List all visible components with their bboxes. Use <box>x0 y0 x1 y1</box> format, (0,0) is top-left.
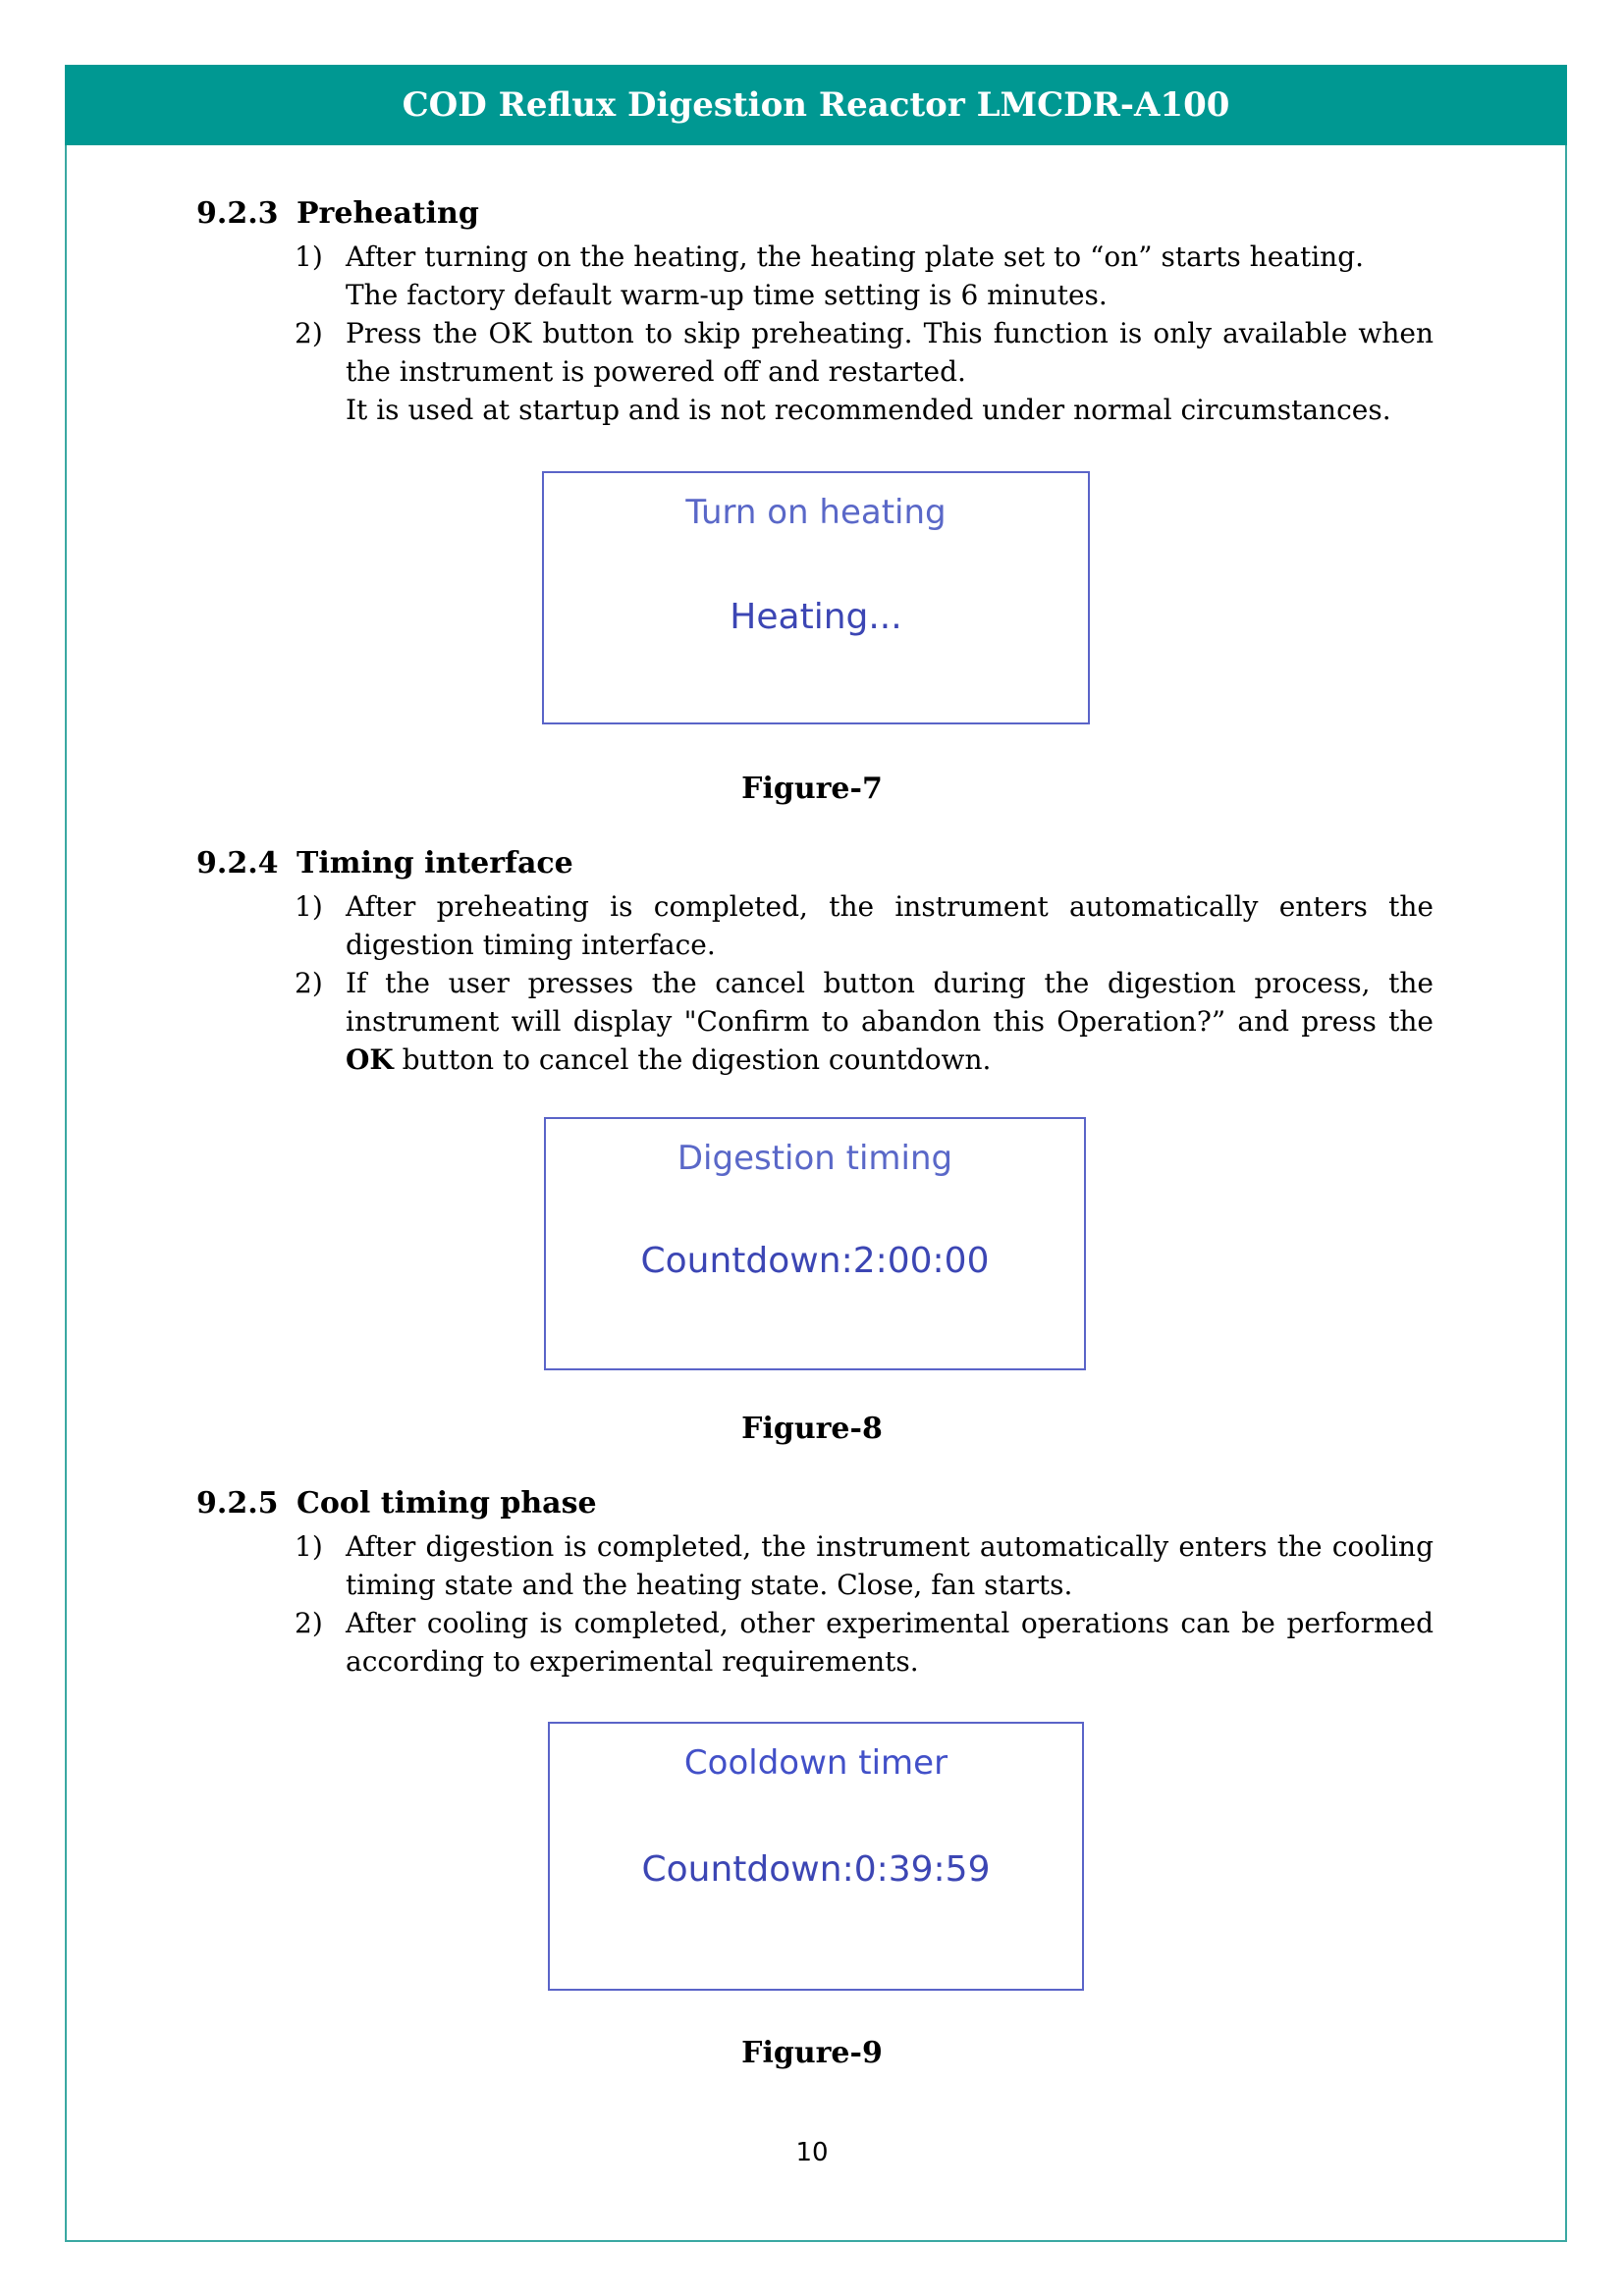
list-item-text: button to cancel the digestion countdown. <box>393 1043 992 1076</box>
section-heading <box>196 196 479 231</box>
list-item <box>295 238 1434 314</box>
section-number: 9.2.4 <box>196 846 279 881</box>
list-item-text: After turning on the heating, the heating plate set to “on” starts heating. <box>346 240 1365 273</box>
instruction-list <box>295 887 1434 1079</box>
device-screen-figure <box>544 1117 1086 1370</box>
section-title: Timing interface <box>297 846 573 881</box>
list-marker: 1) <box>295 240 323 273</box>
screen-title: Turn on heating <box>685 493 947 532</box>
list-marker: 2) <box>295 1607 323 1639</box>
figure-caption: Figure-8 <box>741 1412 883 1446</box>
section-title: Preheating <box>297 196 479 231</box>
list-item <box>295 964 1434 1079</box>
instruction-list <box>295 1527 1434 1681</box>
list-marker: 2) <box>295 967 323 999</box>
list-item <box>295 1604 1434 1681</box>
section-heading <box>196 1486 597 1521</box>
instruction-list <box>295 238 1434 429</box>
screen-countdown: Countdown:2:00:00 <box>640 1241 990 1281</box>
page-number: 10 <box>795 2138 829 2167</box>
screen-title: Cooldown timer <box>683 1743 948 1783</box>
list-item-text: It is used at startup and is not recommended under normal circumstances. <box>346 394 1391 426</box>
section-heading <box>196 846 573 881</box>
screen-status: Heating... <box>730 597 902 637</box>
list-marker: 1) <box>295 1530 323 1563</box>
list-item-text: After cooling is completed, other experimental operations can be performed according to experimental requirements. <box>346 1607 1434 1678</box>
list-item-text: After digestion is completed, the instrument automatically enters the cooling timing state and the heating state. Close, fan starts. <box>346 1530 1434 1601</box>
figure-caption: Figure-7 <box>741 772 883 806</box>
screen-countdown: Countdown:0:39:59 <box>641 1849 991 1890</box>
device-screen-figure <box>542 471 1090 724</box>
section-number: 9.2.3 <box>196 196 279 231</box>
list-item-text: After preheating is completed, the instrument automatically enters the digestion timing interface. <box>346 890 1434 961</box>
section-title: Cool timing phase <box>297 1486 597 1521</box>
ok-button-reference: OK <box>346 1043 394 1076</box>
list-item-text: Press the OK button to skip preheating. This function is only available when the instrument is powered off and restarted. <box>346 317 1434 388</box>
list-marker: 1) <box>295 890 323 923</box>
device-screen-figure <box>548 1722 1084 1991</box>
list-item <box>295 887 1434 964</box>
list-marker: 2) <box>295 317 323 349</box>
document-header: COD Reflux Digestion Reactor LMCDR-A100 <box>65 65 1567 145</box>
list-item-text: The factory default warm-up time setting is 6 minutes. <box>346 279 1108 311</box>
list-item-text: If the user presses the cancel button during the digestion process, the instrument will display "Confirm to abandon this Operation?” and press the <box>346 967 1434 1038</box>
section-number: 9.2.5 <box>196 1486 279 1521</box>
list-item <box>295 314 1434 429</box>
list-item <box>295 1527 1434 1604</box>
screen-title: Digestion timing <box>677 1139 953 1178</box>
figure-caption: Figure-9 <box>741 2036 883 2070</box>
